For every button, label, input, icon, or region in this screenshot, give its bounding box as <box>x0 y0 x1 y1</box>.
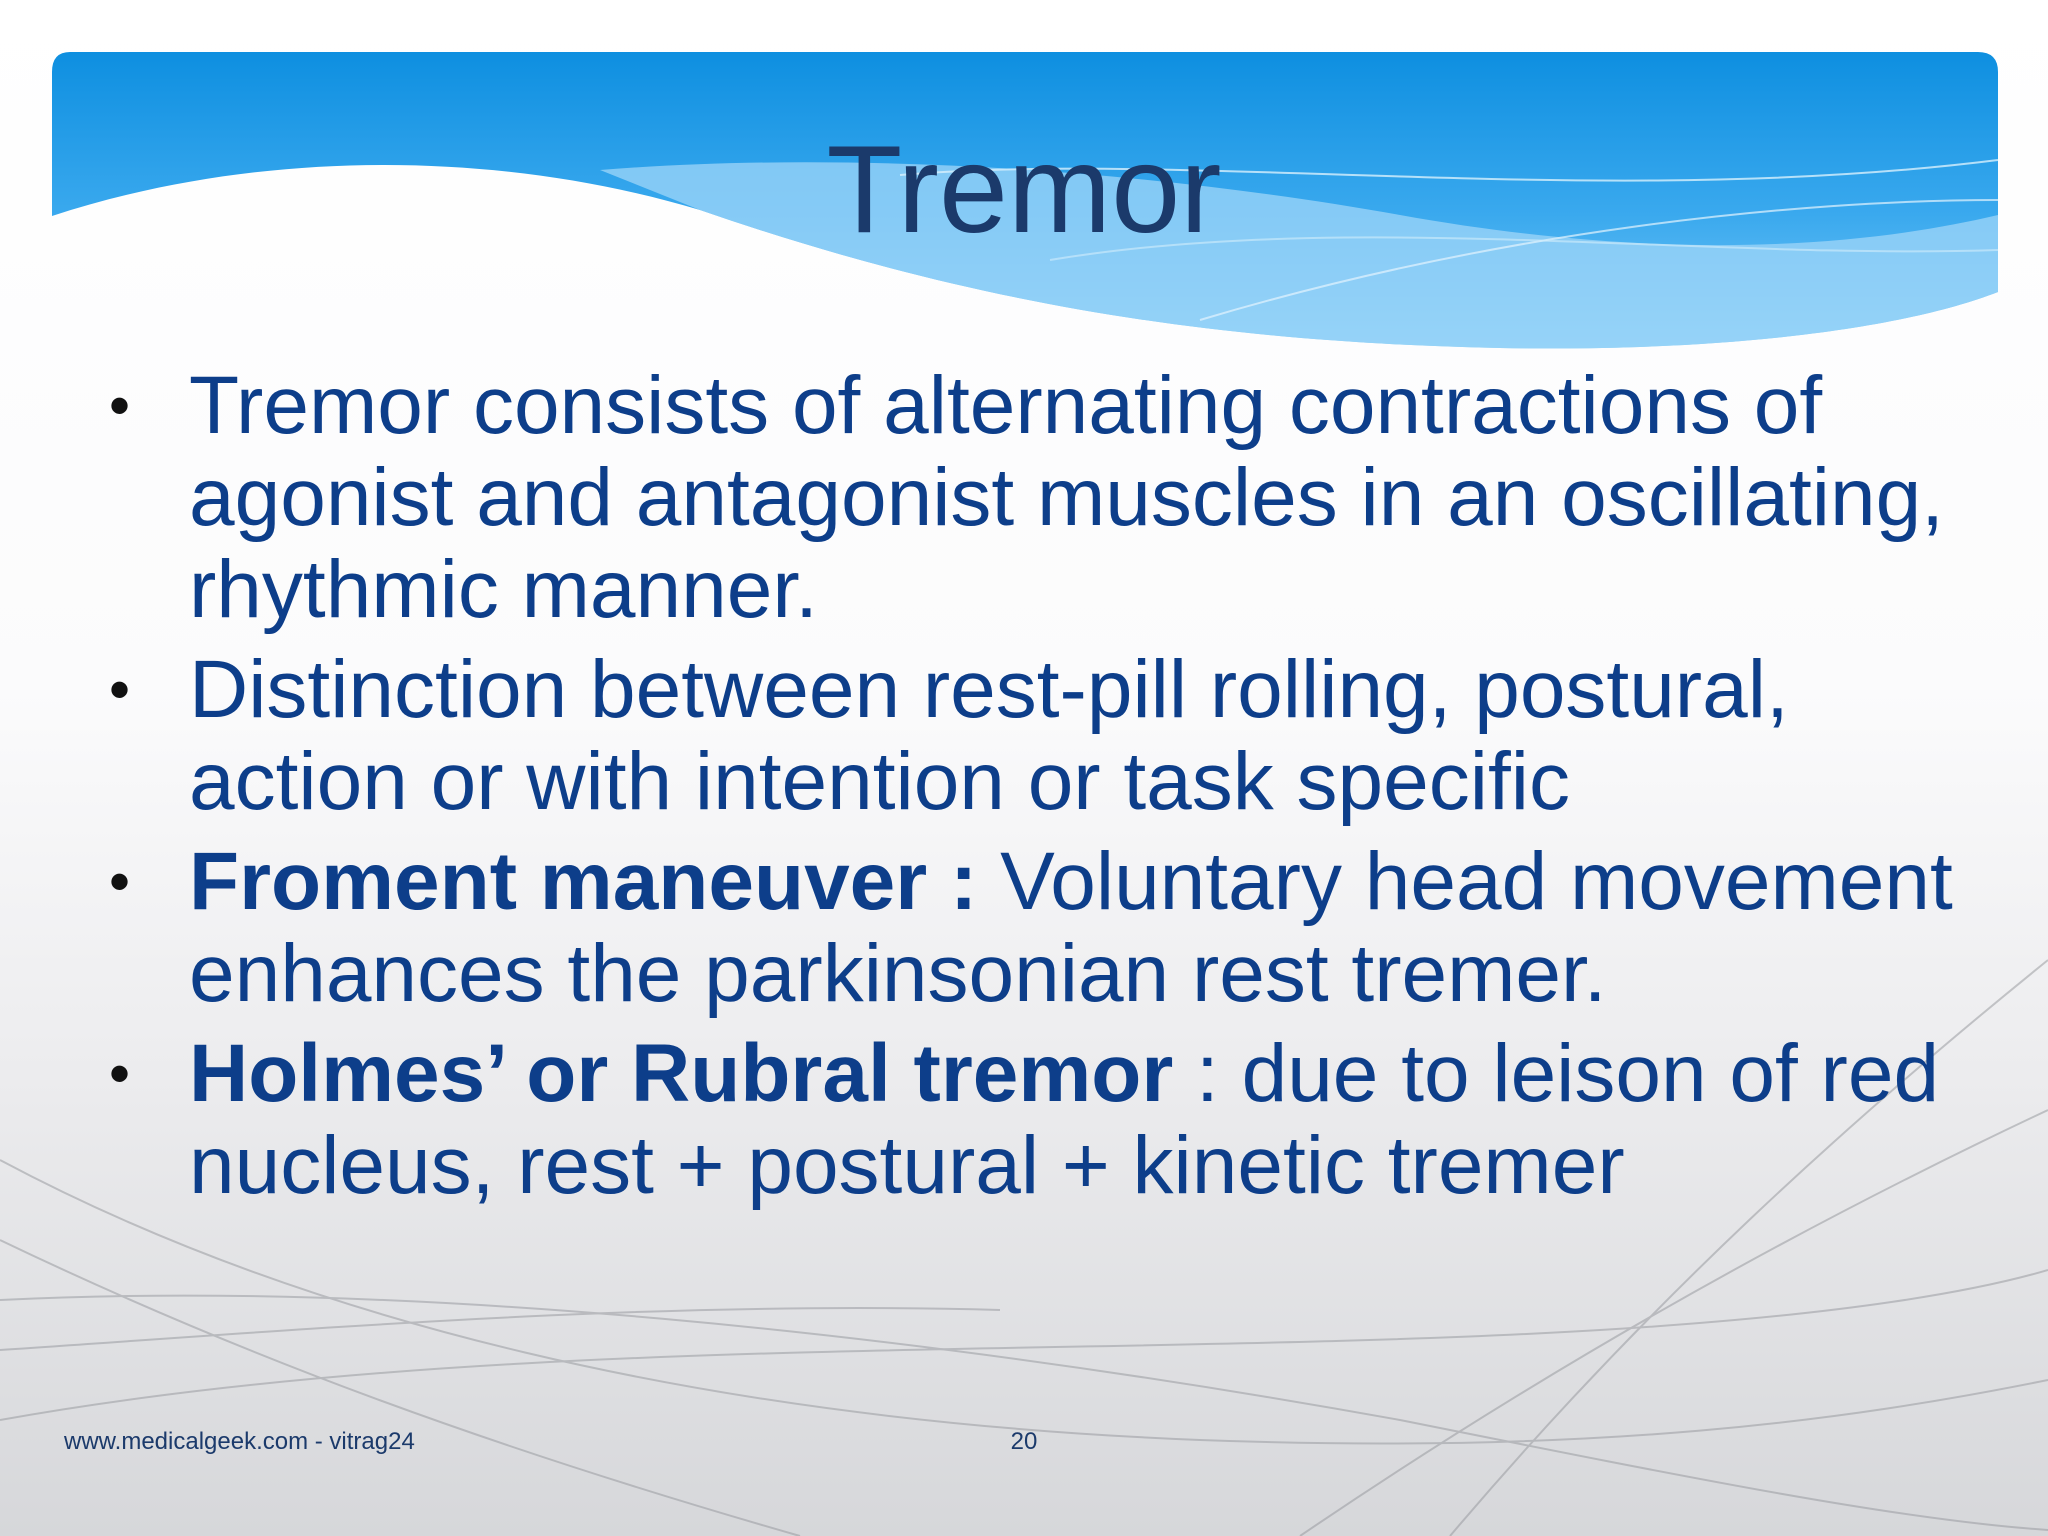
bullet-marker: • <box>109 372 131 439</box>
bullet-item <box>105 360 1985 636</box>
bullet-marker: • <box>109 656 131 723</box>
bullet-list <box>105 360 1985 1220</box>
footer-source: www.medicalgeek.com - vitrag24 <box>64 1428 415 1455</box>
bullet-bold-term: Holmes’ or Rubral tremor <box>189 1028 1174 1119</box>
bullet-text: Tremor consists of alternating contractions of agonist and antagonist muscles in an oscillating, rhythmic manner. <box>189 360 1944 635</box>
bullet-marker: • <box>109 1040 131 1107</box>
bullet-item <box>105 1028 1985 1212</box>
page-number: 20 <box>1010 1428 1038 1455</box>
bullet-text: : due to leison of red nucleus, rest + postural + kinetic tremer <box>189 1028 1940 1211</box>
bullet-text: Distinction between rest-pill rolling, postural, action or with intention or task specific <box>189 644 1789 827</box>
bullet-item <box>105 836 1985 1020</box>
bullet-item <box>105 644 1985 828</box>
bullet-marker: • <box>109 848 131 915</box>
slide-title: Tremor <box>826 121 1222 259</box>
bullet-bold-term: Froment maneuver : <box>189 836 1001 927</box>
bullet-text: Voluntary head movement enhances the parkinsonian rest tremer. <box>189 836 1953 1019</box>
